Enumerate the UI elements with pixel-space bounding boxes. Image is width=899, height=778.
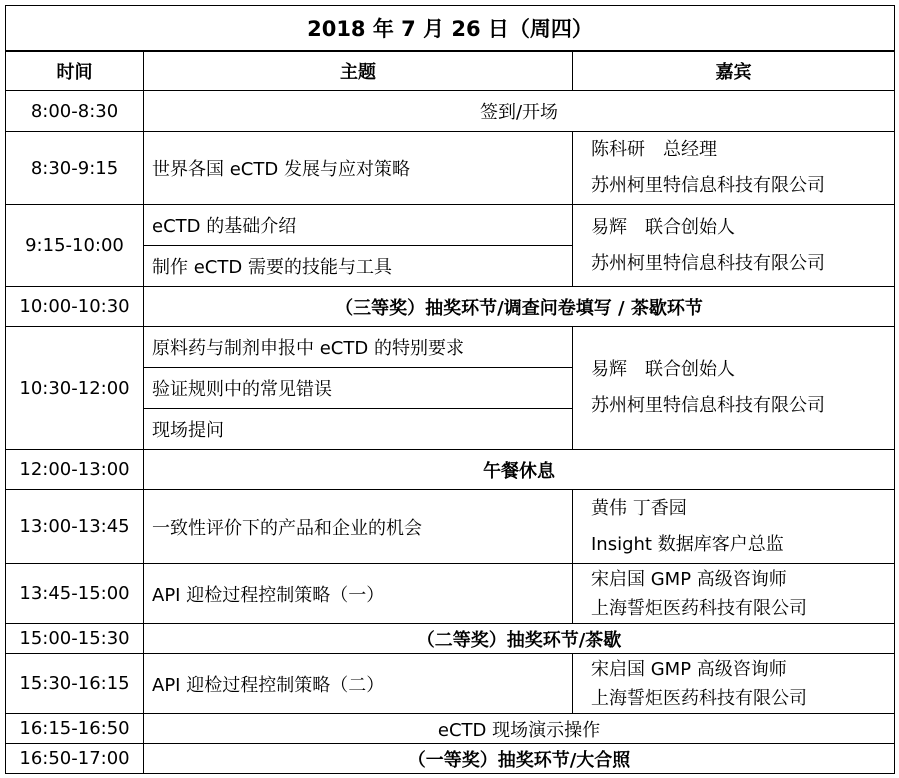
topic-cell: （一等奖）抽奖环节/大合照 (144, 744, 895, 774)
guest-cell (573, 564, 895, 624)
guest-name: 易辉 联合创始人 (591, 216, 735, 238)
topic-cell: eCTD 的基础介绍 (144, 205, 573, 246)
time-cell: 10:30-12:00 (6, 327, 144, 450)
time-cell: 8:30-9:15 (6, 132, 144, 205)
table-row (6, 327, 895, 368)
table-row (6, 205, 895, 246)
header-topic: 主题 (144, 51, 573, 91)
table-row (6, 714, 895, 744)
table-row (6, 624, 895, 654)
topic-cell: 现场提问 (144, 409, 573, 450)
guest-title: Insight 数据库客户总监 (591, 533, 784, 555)
table-row (6, 450, 895, 490)
guest-cell (573, 490, 895, 564)
time-cell: 10:00-10:30 (6, 287, 144, 327)
topic-cell: 验证规则中的常见错误 (144, 368, 573, 409)
table-row (6, 132, 895, 205)
guest-cell (573, 327, 895, 450)
header-guest: 嘉宾 (573, 51, 895, 91)
guest-name: 易辉 联合创始人 (591, 359, 735, 380)
table-row (6, 287, 895, 327)
time-cell: 16:50-17:00 (6, 744, 144, 774)
guest-cell (573, 205, 895, 287)
time-cell: 16:15-16:50 (6, 714, 144, 744)
guest-name: 宋启国 GMP 高级咨询师 (591, 568, 787, 590)
topic-cell: eCTD 现场演示操作 (144, 714, 895, 744)
topic-cell: 原料药与制剂申报中 eCTD 的特别要求 (144, 327, 573, 368)
time-cell: 12:00-13:00 (6, 450, 144, 490)
topic-cell: 世界各国 eCTD 发展与应对策略 (144, 132, 573, 205)
guest-company: 上海誓炬医药科技有限公司 (591, 687, 807, 709)
guest-company: 苏州柯里特信息科技有限公司 (591, 395, 825, 416)
topic-cell: 签到/开场 (144, 91, 895, 132)
guest-company: 苏州柯里特信息科技有限公司 (591, 252, 825, 274)
time-cell: 8:00-8:30 (6, 91, 144, 132)
topic-cell: API 迎检过程控制策略（二） (144, 654, 573, 714)
table-row (6, 654, 895, 714)
guest-company: 苏州柯里特信息科技有限公司 (591, 175, 825, 196)
topic-cell: 午餐休息 (144, 450, 895, 490)
time-cell: 13:45-15:00 (6, 564, 144, 624)
guest-name: 宋启国 GMP 高级咨询师 (591, 658, 787, 680)
table-row (6, 564, 895, 624)
time-cell: 9:15-10:00 (6, 205, 144, 287)
topic-cell: API 迎检过程控制策略（一） (144, 564, 573, 624)
agenda-date-title: 2018 年 7 月 26 日（周四） (6, 6, 895, 52)
agenda-table (5, 5, 895, 774)
table-row (6, 490, 895, 564)
topic-cell: （三等奖）抽奖环节/调查问卷填写 / 茶歇环节 (144, 287, 895, 327)
guest-name: 黄伟 丁香园 (591, 497, 687, 519)
topic-cell: 制作 eCTD 需要的技能与工具 (144, 246, 573, 287)
table-row (6, 744, 895, 774)
header-row (6, 51, 895, 91)
time-cell: 15:30-16:15 (6, 654, 144, 714)
guest-cell (573, 654, 895, 714)
topic-cell: （二等奖）抽奖环节/茶歇 (144, 624, 895, 654)
topic-cell: 一致性评价下的产品和企业的机会 (144, 490, 573, 564)
guest-cell (573, 132, 895, 205)
guest-company: 上海誓炬医药科技有限公司 (591, 597, 807, 619)
table-row (6, 91, 895, 132)
time-cell: 13:00-13:45 (6, 490, 144, 564)
header-time: 时间 (6, 51, 144, 91)
guest-name: 陈科研 总经理 (591, 139, 717, 160)
time-cell: 15:00-15:30 (6, 624, 144, 654)
